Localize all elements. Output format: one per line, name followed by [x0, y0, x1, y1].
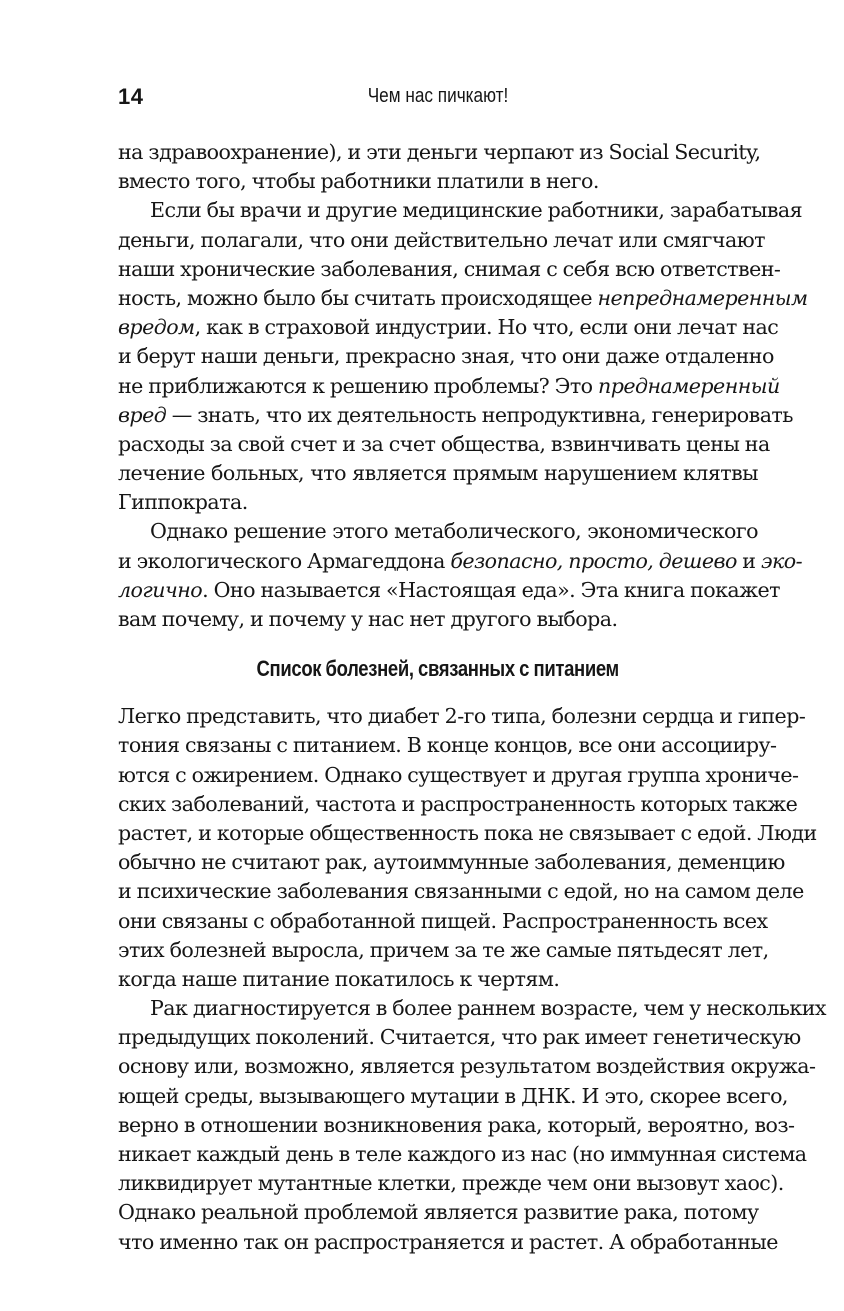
text-run: и экологического Армагеддона — [118, 548, 451, 573]
text-line: ликвидирует мутантные клетки, прежде чем они вызовут хаос). — [118, 1171, 784, 1196]
text-line: верно в отношении возникновения рака, который, вероятно, воз- — [118, 1112, 795, 1137]
text-line — [118, 401, 793, 430]
text-run: , как в страховой индустрии. Но что, если они лечат нас — [194, 315, 779, 340]
text-line: Легко представить, что диабет 2-го типа, болезни сердца и гипер- — [118, 704, 806, 729]
text-run: ность, можно было бы считать происходящее — [118, 285, 598, 310]
text-line: ющей среды, вызывающего мутации в ДНК. И это, скорее всего, — [118, 1083, 788, 1108]
italic-run: безопасно, просто, дешево — [450, 548, 737, 573]
text-line: деньги, полагали, что они действительно лечат или смягчают — [118, 227, 765, 252]
text-line: обычно не считают рак, аутоиммунные заболевания, деменцию — [118, 850, 785, 875]
text-line: растет, и которые общественность пока не связывает с едой. Люди — [118, 820, 817, 845]
running-title: Чем нас пичкают! — [367, 85, 509, 107]
section-heading-text: Список болезней, связанных с питанием — [256, 656, 620, 682]
text-line: никает каждый день в теле каждого из нас (но иммунная система — [118, 1142, 807, 1166]
text-line — [118, 547, 802, 576]
paragraph — [118, 196, 808, 517]
text-line: вместо того, чтобы работники платили в него. — [118, 169, 599, 194]
italic-run: вред — [118, 402, 167, 427]
text-line — [118, 372, 780, 401]
text-line: лечение больных, что является прямым нарушением клятвы — [118, 461, 758, 486]
text-line: основу или, возможно, является результатом воздействия окружа- — [118, 1054, 816, 1079]
section-heading — [118, 654, 758, 684]
paragraph — [118, 702, 817, 994]
italic-run: вредом — [118, 315, 195, 340]
text-line: Однако реальной проблемой является развитие рака, потому — [118, 1200, 759, 1225]
italic-run: преднамеренный — [598, 373, 780, 398]
text-run: — знать, что их деятельность непродуктивна, генерировать — [166, 402, 793, 427]
running-head — [118, 82, 758, 114]
text-line: этих болезней выросла, причем за те же самые пятьдесят лет, — [118, 937, 769, 962]
text-line: наши хронические заболевания, снимая с себя всю ответствен- — [118, 256, 781, 281]
text-line: когда наше питание покатилось к чертям. — [118, 966, 560, 991]
italic-run: логично — [118, 577, 203, 602]
text-line: на здравоохранение), и эти деньги черпают из Social Security, — [118, 140, 761, 164]
paragraph-continuation — [118, 138, 761, 196]
text-line: тония связаны с питанием. В конце концов, все они ассоцииру- — [118, 733, 777, 758]
page-number: 14 — [118, 84, 144, 109]
text-line: предыдущих поколений. Считается, что рак имеет генетическую — [118, 1025, 801, 1050]
text-run: не приближаются к решению проблемы? Это — [118, 373, 599, 398]
text-line: Гиппократа. — [118, 490, 248, 515]
body-text — [118, 138, 826, 1257]
paragraph — [118, 517, 802, 634]
paragraph — [118, 994, 826, 1257]
text-run: . Оно называется «Настоящая еда». Эта книга покажет — [202, 577, 781, 602]
text-line: и берут наши деньги, прекрасно зная, что они даже отдаленно — [118, 344, 774, 369]
text-line: они связаны с обработанной пищей. Распространенность всех — [118, 908, 768, 933]
text-line — [118, 576, 781, 605]
italic-run: эко- — [760, 548, 802, 573]
text-line: Однако решение этого метаболического, экономического — [150, 519, 758, 544]
text-line: ских заболеваний, частота и распространенность которых также — [118, 791, 798, 816]
text-run: и — [736, 548, 761, 573]
text-line — [118, 313, 779, 342]
text-line: Рак диагностируется в более раннем возрасте, чем у нескольких — [150, 996, 826, 1021]
text-line: что именно так он распространяется и растет. А обработанные — [118, 1229, 778, 1254]
text-line: расходы за свой счет и за счет общества, взвинчивать цены на — [118, 431, 770, 456]
text-line: Если бы врачи и другие медицинские работники, зарабатывая — [150, 198, 803, 223]
text-line — [118, 284, 808, 313]
italic-run: непреднамеренным — [597, 285, 808, 310]
text-line: вам почему, и почему у нас нет другого выбора. — [118, 607, 618, 631]
text-line: и психические заболевания связанными с едой, но на самом деле — [118, 879, 804, 904]
text-line: ются с ожирением. Однако существует и другая группа хрониче- — [118, 762, 799, 787]
